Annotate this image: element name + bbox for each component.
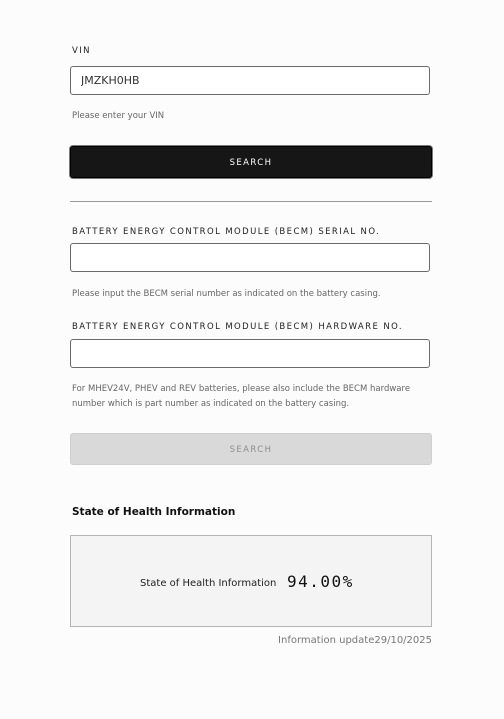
becm-search-button[interactable]: SEARCH xyxy=(70,433,432,465)
update-label: Information update xyxy=(278,635,375,646)
becm-hardware-hint-line2: number which is part number as indicated on the battery casing. xyxy=(72,399,350,409)
vin-input[interactable] xyxy=(70,66,430,95)
becm-serial-hint: Please input the BECM serial number as indicated on the battery casing. xyxy=(72,289,381,299)
becm-hardware-hint-line1: For MHEV24V, PHEV and REV batteries, please also include the BECM hardware xyxy=(72,384,411,394)
soh-section-title: State of Health Information xyxy=(72,506,236,518)
update-date: 29/10/2025 xyxy=(374,635,432,646)
soh-label: State of Health Information xyxy=(140,578,277,589)
vin-label: VIN xyxy=(72,46,91,56)
section-divider xyxy=(70,201,432,202)
soh-value: 94.00% xyxy=(287,572,354,591)
becm-serial-label: BATTERY ENERGY CONTROL MODULE (BECM) SERIAL NO. xyxy=(72,227,381,237)
vin-hint: Please enter your VIN xyxy=(72,111,165,121)
becm-hardware-input[interactable] xyxy=(70,339,430,368)
becm-hardware-label: BATTERY ENERGY CONTROL MODULE (BECM) HARDWARE NO. xyxy=(72,322,403,332)
soh-result-box xyxy=(70,535,432,627)
vin-search-button[interactable]: SEARCH xyxy=(70,146,432,178)
information-update-note xyxy=(278,635,432,646)
becm-serial-input[interactable] xyxy=(70,243,430,272)
